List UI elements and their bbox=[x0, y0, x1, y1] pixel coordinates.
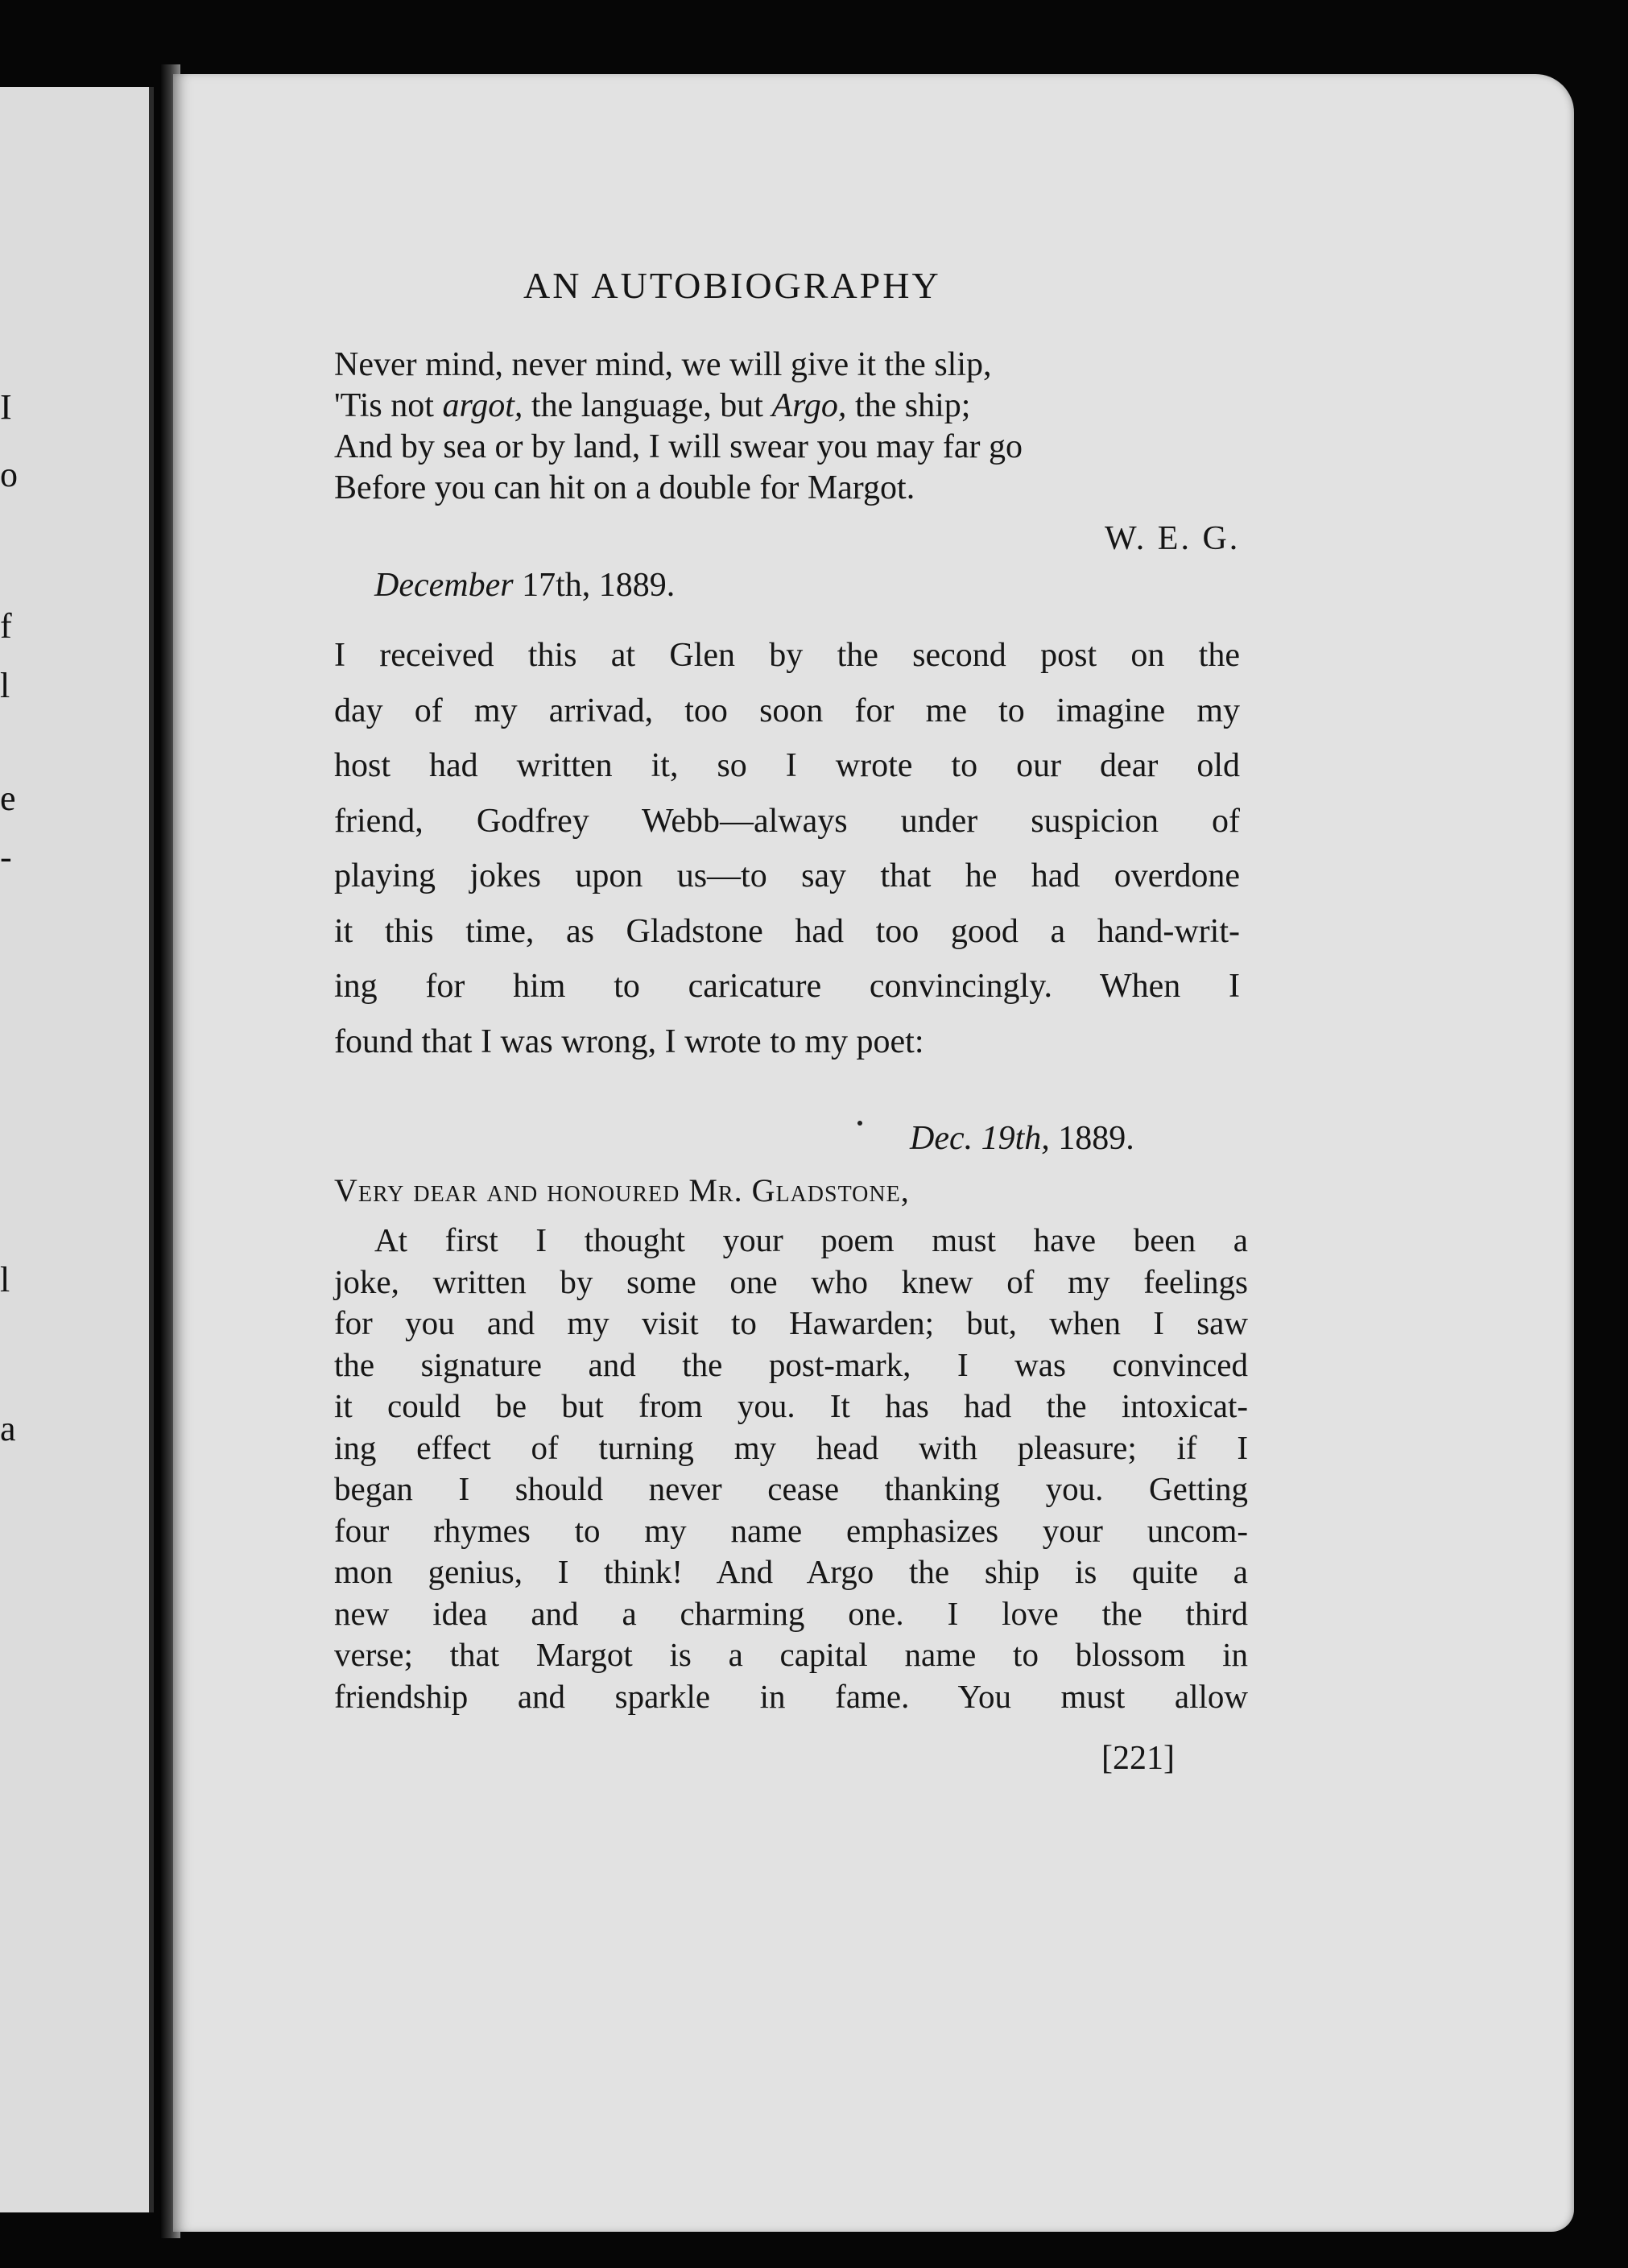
prose-line: found that I was wrong, I wrote to my poet: bbox=[334, 1022, 924, 1060]
letter-salutation: Very dear and honoured Mr. Gladstone, bbox=[334, 1172, 910, 1208]
poem-signature: W. E. G. bbox=[1105, 520, 1241, 557]
left-page-glyph: l bbox=[0, 666, 10, 705]
verse-line: Before you can hit on a double for Margot. bbox=[334, 469, 915, 506]
poem-verse bbox=[334, 345, 1023, 509]
letter-line: joke, written by some one who knew of my feelings bbox=[334, 1262, 1248, 1300]
prose-line: host had written it, so I wrote to our dear old bbox=[334, 747, 1240, 784]
left-page-glyph: a bbox=[0, 1409, 16, 1448]
left-page-glyph: l bbox=[0, 1260, 10, 1299]
left-page-glyph: e bbox=[0, 779, 16, 818]
left-page-glyph: o bbox=[0, 455, 18, 494]
letter-line: new idea and a charming one. I love the third bbox=[334, 1594, 1248, 1632]
prose-line: day of my arrivad, too soon for me to imagine my bbox=[334, 692, 1240, 729]
page-number: [221] bbox=[1101, 1740, 1175, 1777]
letter-line: for you and my visit to Hawarden; but, when I saw bbox=[334, 1304, 1248, 1341]
verse-line: Never mind, never mind, we will give it the slip, bbox=[334, 346, 992, 383]
letter-line: At first I thought your poem must have been a bbox=[374, 1221, 1248, 1258]
letter-line: four rhymes to my name emphasizes your uncom- bbox=[334, 1511, 1248, 1549]
letter-line: it could be but from you. It has had the intoxicat- bbox=[334, 1387, 1248, 1424]
running-head: AN AUTOBIOGRAPHY bbox=[523, 265, 941, 306]
letter-line: ing effect of turning my head with pleasure; if I bbox=[334, 1428, 1248, 1466]
letter-line: the signature and the post-mark, I was convinced bbox=[334, 1345, 1248, 1383]
left-page-glyph: - bbox=[0, 837, 12, 877]
prose-line: I received this at Glen by the second post on the bbox=[334, 637, 1240, 674]
prose-line: it this time, as Gladstone had too good a hand-writ- bbox=[334, 912, 1240, 950]
letter-body bbox=[334, 1220, 1248, 1717]
letter-date: Dec. 19th, 1889. bbox=[910, 1120, 1134, 1157]
left-page-fragment bbox=[0, 87, 154, 2212]
verse-line: 'Tis not argot, the language, but Argo, the ship; bbox=[334, 387, 971, 424]
poem-date: December 17th, 1889. bbox=[374, 567, 676, 604]
stray-ink-dot bbox=[857, 1121, 862, 1126]
prose-line: playing jokes upon us—to say that he had overdone bbox=[334, 857, 1240, 894]
letter-line: verse; that Margot is a capital name to blossom in bbox=[334, 1636, 1248, 1673]
left-page-glyph: f bbox=[0, 606, 12, 646]
verse-line: And by sea or by land, I will swear you may far go bbox=[334, 428, 1023, 465]
prose-line: ing for him to caricature convincingly. When I bbox=[334, 968, 1240, 1005]
letter-line: friendship and sparkle in fame. You must allow bbox=[334, 1677, 1248, 1715]
left-page-glyph: I bbox=[0, 387, 12, 427]
letter-line: began I should never cease thanking you. Getting bbox=[334, 1470, 1248, 1507]
letter-line: mon genius, I think! And Argo the ship is quite a bbox=[334, 1553, 1248, 1590]
prose-line: friend, Godfrey Webb—always under suspicion of bbox=[334, 802, 1240, 840]
narrative-paragraph bbox=[334, 628, 1240, 1069]
